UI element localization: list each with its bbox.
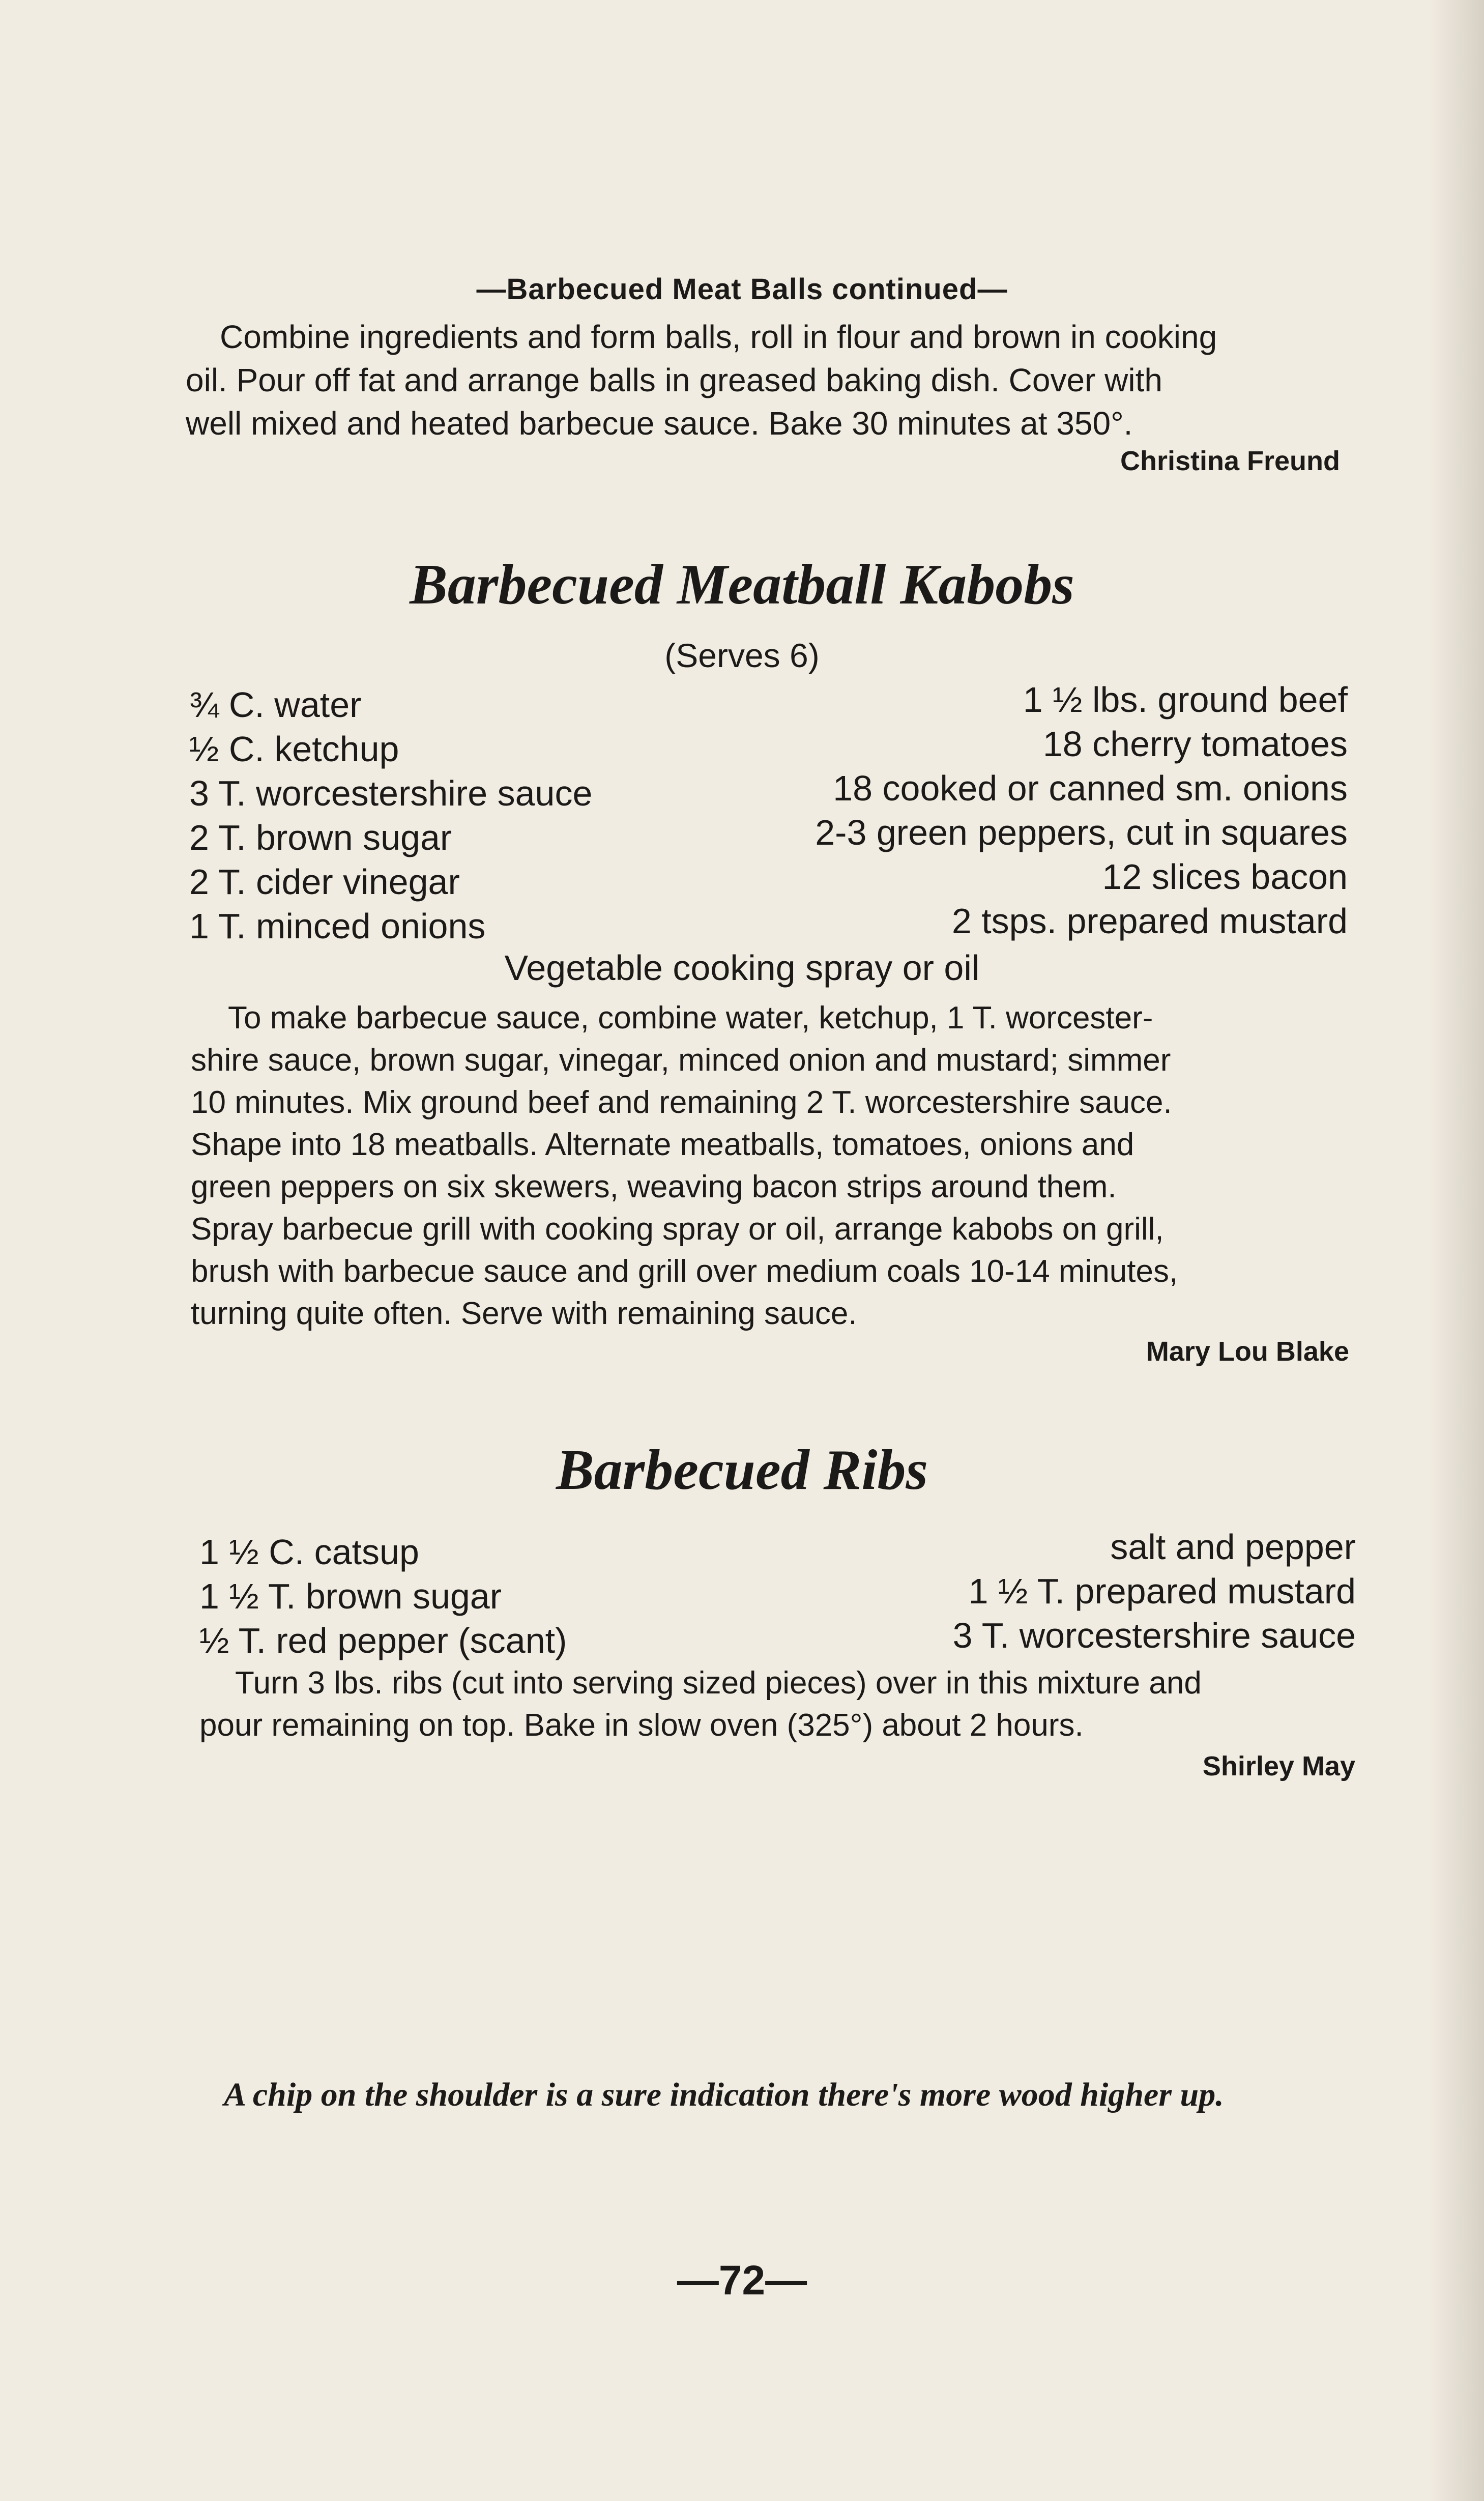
meatballs-directions-line-1: Combine ingredients and form balls, roll in flour and brown in cooking <box>220 319 1217 355</box>
kabobs-directions-line-7: brush with barbecue sauce and grill over medium coals 10-14 minutes, <box>191 1254 1178 1289</box>
ribs-ingredient-right-1: salt and pepper <box>1110 1527 1356 1567</box>
continued-header: —Barbecued Meat Balls continued— <box>476 273 1008 306</box>
kabobs-contributor: Mary Lou Blake <box>1146 1336 1349 1367</box>
filler-quote: A chip on the shoulder is a sure indication there's more wood higher up. <box>224 2076 1224 2113</box>
kabobs-ingredient-left-3: 3 T. worcestershire sauce <box>189 773 593 813</box>
meatballs-contributor: Christina Freund <box>1120 446 1340 476</box>
ribs-ingredient-left-2: 1 ½ T. brown sugar <box>199 1576 502 1616</box>
kabobs-ingredient-left-2: ½ C. ketchup <box>189 729 399 769</box>
meatballs-directions-line-3: well mixed and heated barbecue sauce. Bake 30 minutes at 350°. <box>186 405 1133 442</box>
kabobs-ingredient-left-5: 2 T. cider vinegar <box>189 862 460 902</box>
page-number: —72— <box>677 2257 807 2304</box>
kabobs-ingredient-left-6: 1 T. minced onions <box>189 906 486 946</box>
kabobs-ingredient-right-4: 2-3 green peppers, cut in squares <box>815 813 1348 852</box>
kabobs-directions-line-6: Spray barbecue grill with cooking spray or oil, arrange kabobs on grill, <box>191 1212 1164 1247</box>
ribs-contributor: Shirley May <box>1202 1751 1355 1781</box>
kabobs-ingredient-left-1: ¾ C. water <box>189 685 362 725</box>
ribs-directions-line-2: pour remaining on top. Bake in slow oven (325°) about 2 hours. <box>199 1708 1084 1743</box>
kabobs-directions-line-1: To make barbecue sauce, combine water, ketchup, 1 T. worcester- <box>228 1000 1153 1036</box>
ribs-title: Barbecued Ribs <box>556 1439 928 1502</box>
ribs-ingredient-right-2: 1 ½ T. prepared mustard <box>968 1571 1356 1611</box>
ribs-ingredient-right-3: 3 T. worcestershire sauce <box>952 1616 1356 1655</box>
kabobs-ingredient-right-6: 2 tsps. prepared mustard <box>951 901 1348 941</box>
kabobs-ingredient-center: Vegetable cooking spray or oil <box>504 948 980 988</box>
kabobs-directions-line-8: turning quite often. Serve with remaining sauce. <box>191 1296 857 1331</box>
kabobs-serves: (Serves 6) <box>664 637 820 674</box>
kabobs-ingredient-right-5: 12 slices bacon <box>1102 857 1348 897</box>
kabobs-ingredient-left-4: 2 T. brown sugar <box>189 818 452 857</box>
kabobs-directions-line-3: 10 minutes. Mix ground beef and remaining 2 T. worcestershire sauce. <box>191 1085 1172 1120</box>
meatballs-directions-line-2: oil. Pour off fat and arrange balls in greased baking dish. Cover with <box>186 362 1162 398</box>
kabobs-ingredient-right-2: 18 cherry tomatoes <box>1042 724 1348 764</box>
kabobs-ingredient-right-1: 1 ½ lbs. ground beef <box>1023 680 1348 720</box>
kabobs-directions-line-4: Shape into 18 meatballs. Alternate meatballs, tomatoes, onions and <box>191 1127 1134 1162</box>
ribs-directions-line-1: Turn 3 lbs. ribs (cut into serving sized pieces) over in this mixture and <box>235 1665 1202 1701</box>
ribs-ingredient-left-3: ½ T. red pepper (scant) <box>199 1621 567 1660</box>
kabobs-directions-line-2: shire sauce, brown sugar, vinegar, minced onion and mustard; simmer <box>191 1043 1171 1078</box>
kabobs-directions-line-5: green peppers on six skewers, weaving bacon strips around them. <box>191 1169 1117 1204</box>
kabobs-ingredient-right-3: 18 cooked or canned sm. onions <box>833 768 1348 808</box>
page-shadow <box>1428 0 1484 2501</box>
kabobs-title: Barbecued Meatball Kabobs <box>410 553 1074 616</box>
ribs-ingredient-left-1: 1 ½ C. catsup <box>199 1532 419 1572</box>
